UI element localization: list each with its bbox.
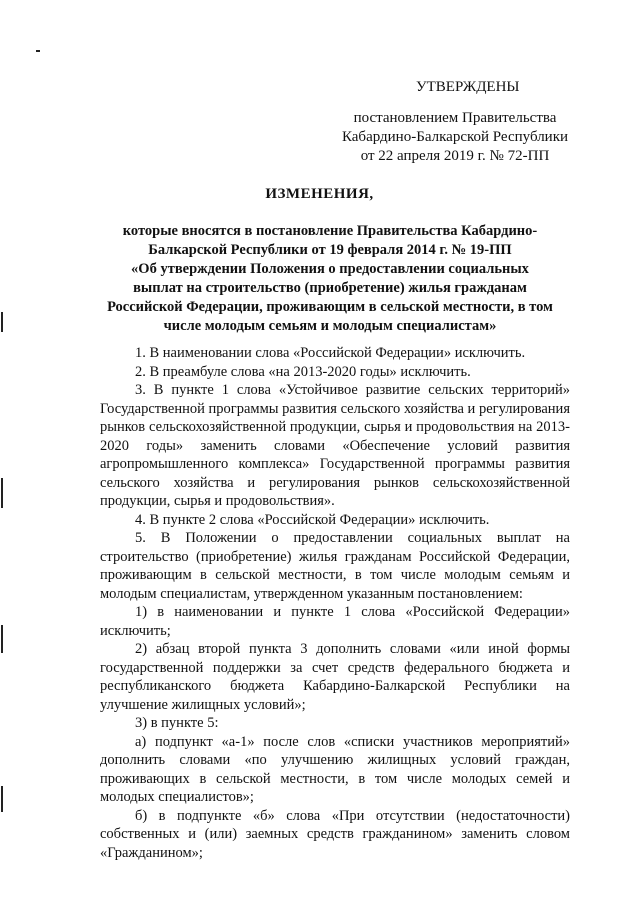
- scan-mark: [36, 50, 40, 52]
- paragraph-4: 4. В пункте 2 слова «Российской Федерации» исключить.: [135, 511, 490, 528]
- document-body: [100, 344, 570, 862]
- subtitle-line: Балкарской Республики от 19 февраля 2014 г. № 19-ПП: [148, 242, 512, 258]
- scan-mark: [1, 478, 3, 508]
- paragraph-5: 5. В Положении о предоставлении социальных выплат на строительство (приобретение) жилья гражданам Российской Федерации, проживающим в сельской местности, в том числе молодым семьям и молодым специалистам, утвержденном указанным постановлением:: [100, 530, 570, 602]
- approval-line: постановлением Правительства: [353, 110, 557, 126]
- subparagraph-3a: а) подпункт «а-1» после слов «списки участников мероприятий» дополнить словами «по улучшению жилищных условий граждан, проживающих в сельской местности, в том числе молодых семей и молодых специалистов»;: [100, 733, 570, 805]
- subtitle-line: Российской Федерации, проживающим в сельской местности, в том: [107, 299, 553, 315]
- scan-mark: [1, 625, 3, 653]
- subtitle-line: «Об утверждении Положения о предоставлении социальных: [131, 261, 529, 277]
- subparagraph-3b: б) в подпункте «б» слова «При отсутствии (недостаточности) собственных и (или) заемных средств гражданином» заменить словом «Гражданином»;: [100, 807, 570, 861]
- subtitle-line: которые вносятся в постановление Правительства Кабардино-: [122, 223, 538, 239]
- subparagraph-3: 3) в пункте 5:: [135, 715, 219, 731]
- approval-line: от 22 апреля 2019 г. № 72-ПП: [360, 148, 550, 164]
- document-title: ИЗМЕНЕНИЯ,: [265, 186, 374, 202]
- scan-mark: [1, 312, 3, 332]
- paragraph-1: 1. В наименовании слова «Российской Федерации» исключить.: [135, 345, 526, 361]
- approval-line: Кабардино-Балкарской Республики: [341, 129, 569, 145]
- approval-heading: УТВЕРЖДЕНЫ: [416, 79, 520, 95]
- subtitle-line: выплат на строительство (приобретение) жилья гражданам: [133, 280, 527, 296]
- subtitle-line: числе молодым семьям и молодым специалистам»: [163, 318, 497, 334]
- subparagraph-2: 2) абзац второй пункта 3 дополнить словами «или иной формы государственной поддержки за счет средств федерального бюджета и республиканского бюджета Кабардино-Балкарской Республики на улучшение жилищных условий»;: [100, 641, 570, 713]
- scan-mark: [1, 786, 3, 812]
- paragraph-2: 2. В преамбуле слова «на 2013-2020 годы» исключить.: [135, 363, 471, 380]
- subparagraph-1: 1) в наименовании и пункте 1 слова «Российской Федерации» исключить;: [100, 604, 570, 639]
- paragraph-3: 3. В пункте 1 слова «Устойчивое развитие сельских территорий» Государственной программы развития сельского хозяйства и регулирования рынков сельскохозяйственной продукции, сырья и продовольствия на 2013-2020 годы» заменить словами «Обеспечение условий развития агропромышленного комплекса» Государственной программы развития сельского хозяйства и регулирования рынков сельскохозяйственной продукции, сырья и продовольствия».: [100, 382, 570, 509]
- approval-block: [340, 78, 570, 166]
- document-subtitle: [95, 222, 565, 336]
